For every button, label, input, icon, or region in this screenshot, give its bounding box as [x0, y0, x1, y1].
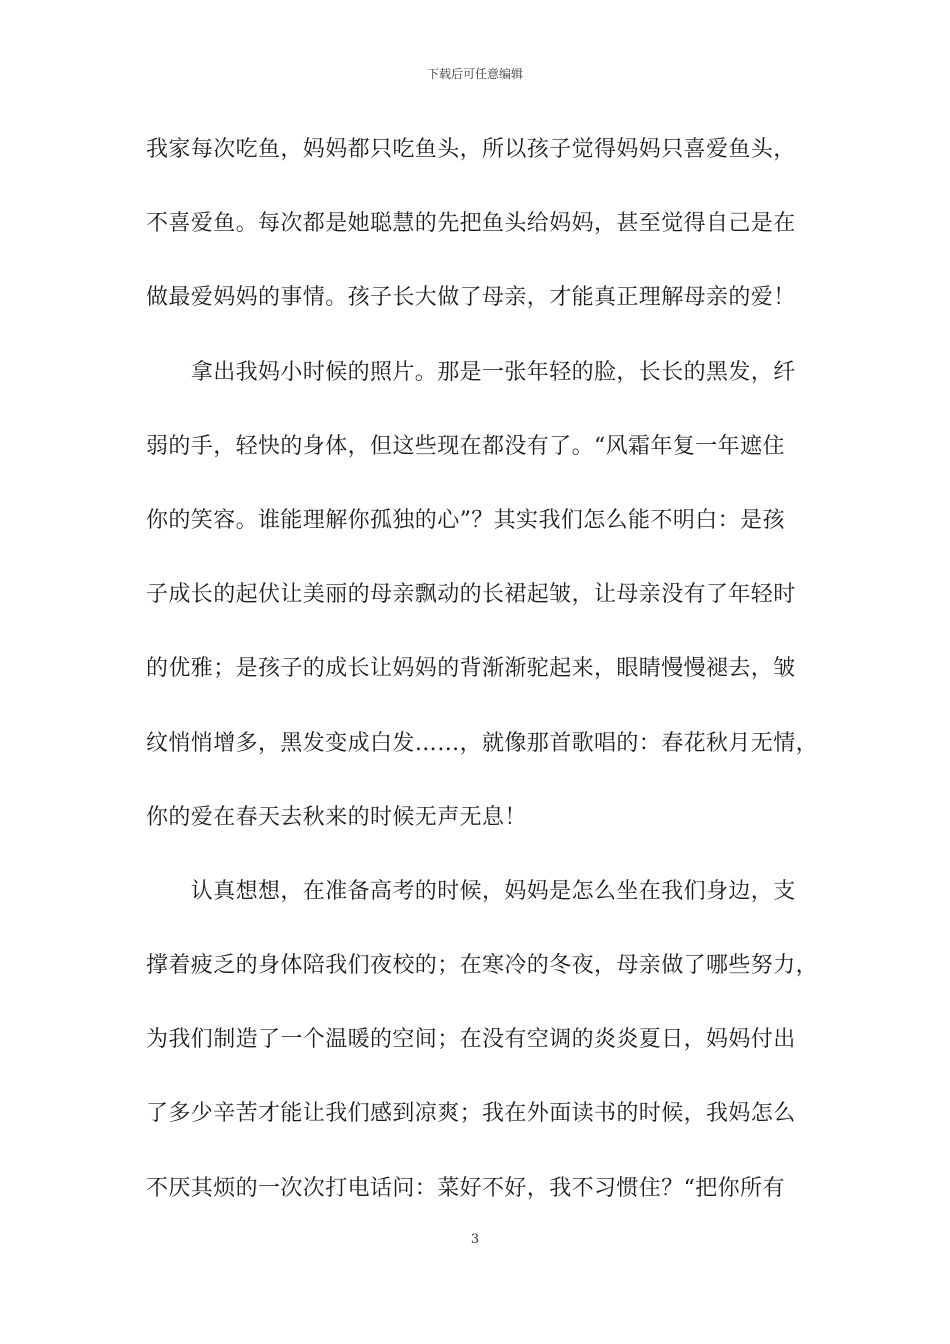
text-line: 拿出我妈小时候的照片。那是一张年轻的脸，长长的黑发，纤 — [146, 359, 796, 385]
text-line: 做最爱妈妈的事情。孩子长大做了母亲，才能真正理解母亲的爱！ — [146, 285, 796, 311]
text-line: 弱的手，轻快的身体，但这些现在都没有了。“风霜年复一年遮住 — [146, 433, 785, 459]
text-line: 我家每次吃鱼，妈妈都只吃鱼头，所以孩子觉得妈妈只喜爱鱼头， — [146, 137, 796, 162]
text-line: 为我们制造了一个温暖的空间；在没有空调的炎炎夏日，妈妈付出 — [146, 1027, 796, 1053]
text-line: 子成长的起伏让美丽的母亲飘动的长裙起皱，让母亲没有了年轻时 — [146, 582, 796, 608]
text-line: 不厌其烦的一次次打电话问：菜好不好，我不习惯住？“把你所有 — [146, 1175, 785, 1201]
text-line: 你的爱在春天去秋来的时候无声无息！ — [146, 804, 527, 830]
body-text — [146, 128, 819, 1241]
text-line: 纹悄悄增多，黑发变成白发……，就像那首歌唱的：春花秋月无情， — [146, 730, 819, 756]
text-line: 撑着疲乏的身体陪我们夜校的；在寒冷的冬夜，母亲做了哪些努力， — [146, 953, 819, 979]
page-number: 3 — [470, 1232, 480, 1247]
text-line: 不喜爱鱼。每次都是她聪慧的先把鱼头给妈妈，甚至觉得自己是在 — [146, 211, 796, 237]
text-line: 了多少辛苦才能让我们感到凉爽；我在外面读书的时候，我妈怎么 — [146, 1101, 796, 1127]
text-line: 你的笑容。谁能理解你孤独的心”？其实我们怎么能不明白：是孩 — [146, 507, 785, 533]
text-line: 的优雅；是孩子的成长让妈妈的背渐渐驼起来，眼睛慢慢褪去，皱 — [146, 656, 796, 682]
page-header: 下载后可任意编辑 — [426, 67, 523, 81]
text-line: 认真想想，在准备高考的时候，妈妈是怎么坐在我们身边，支 — [146, 878, 796, 904]
